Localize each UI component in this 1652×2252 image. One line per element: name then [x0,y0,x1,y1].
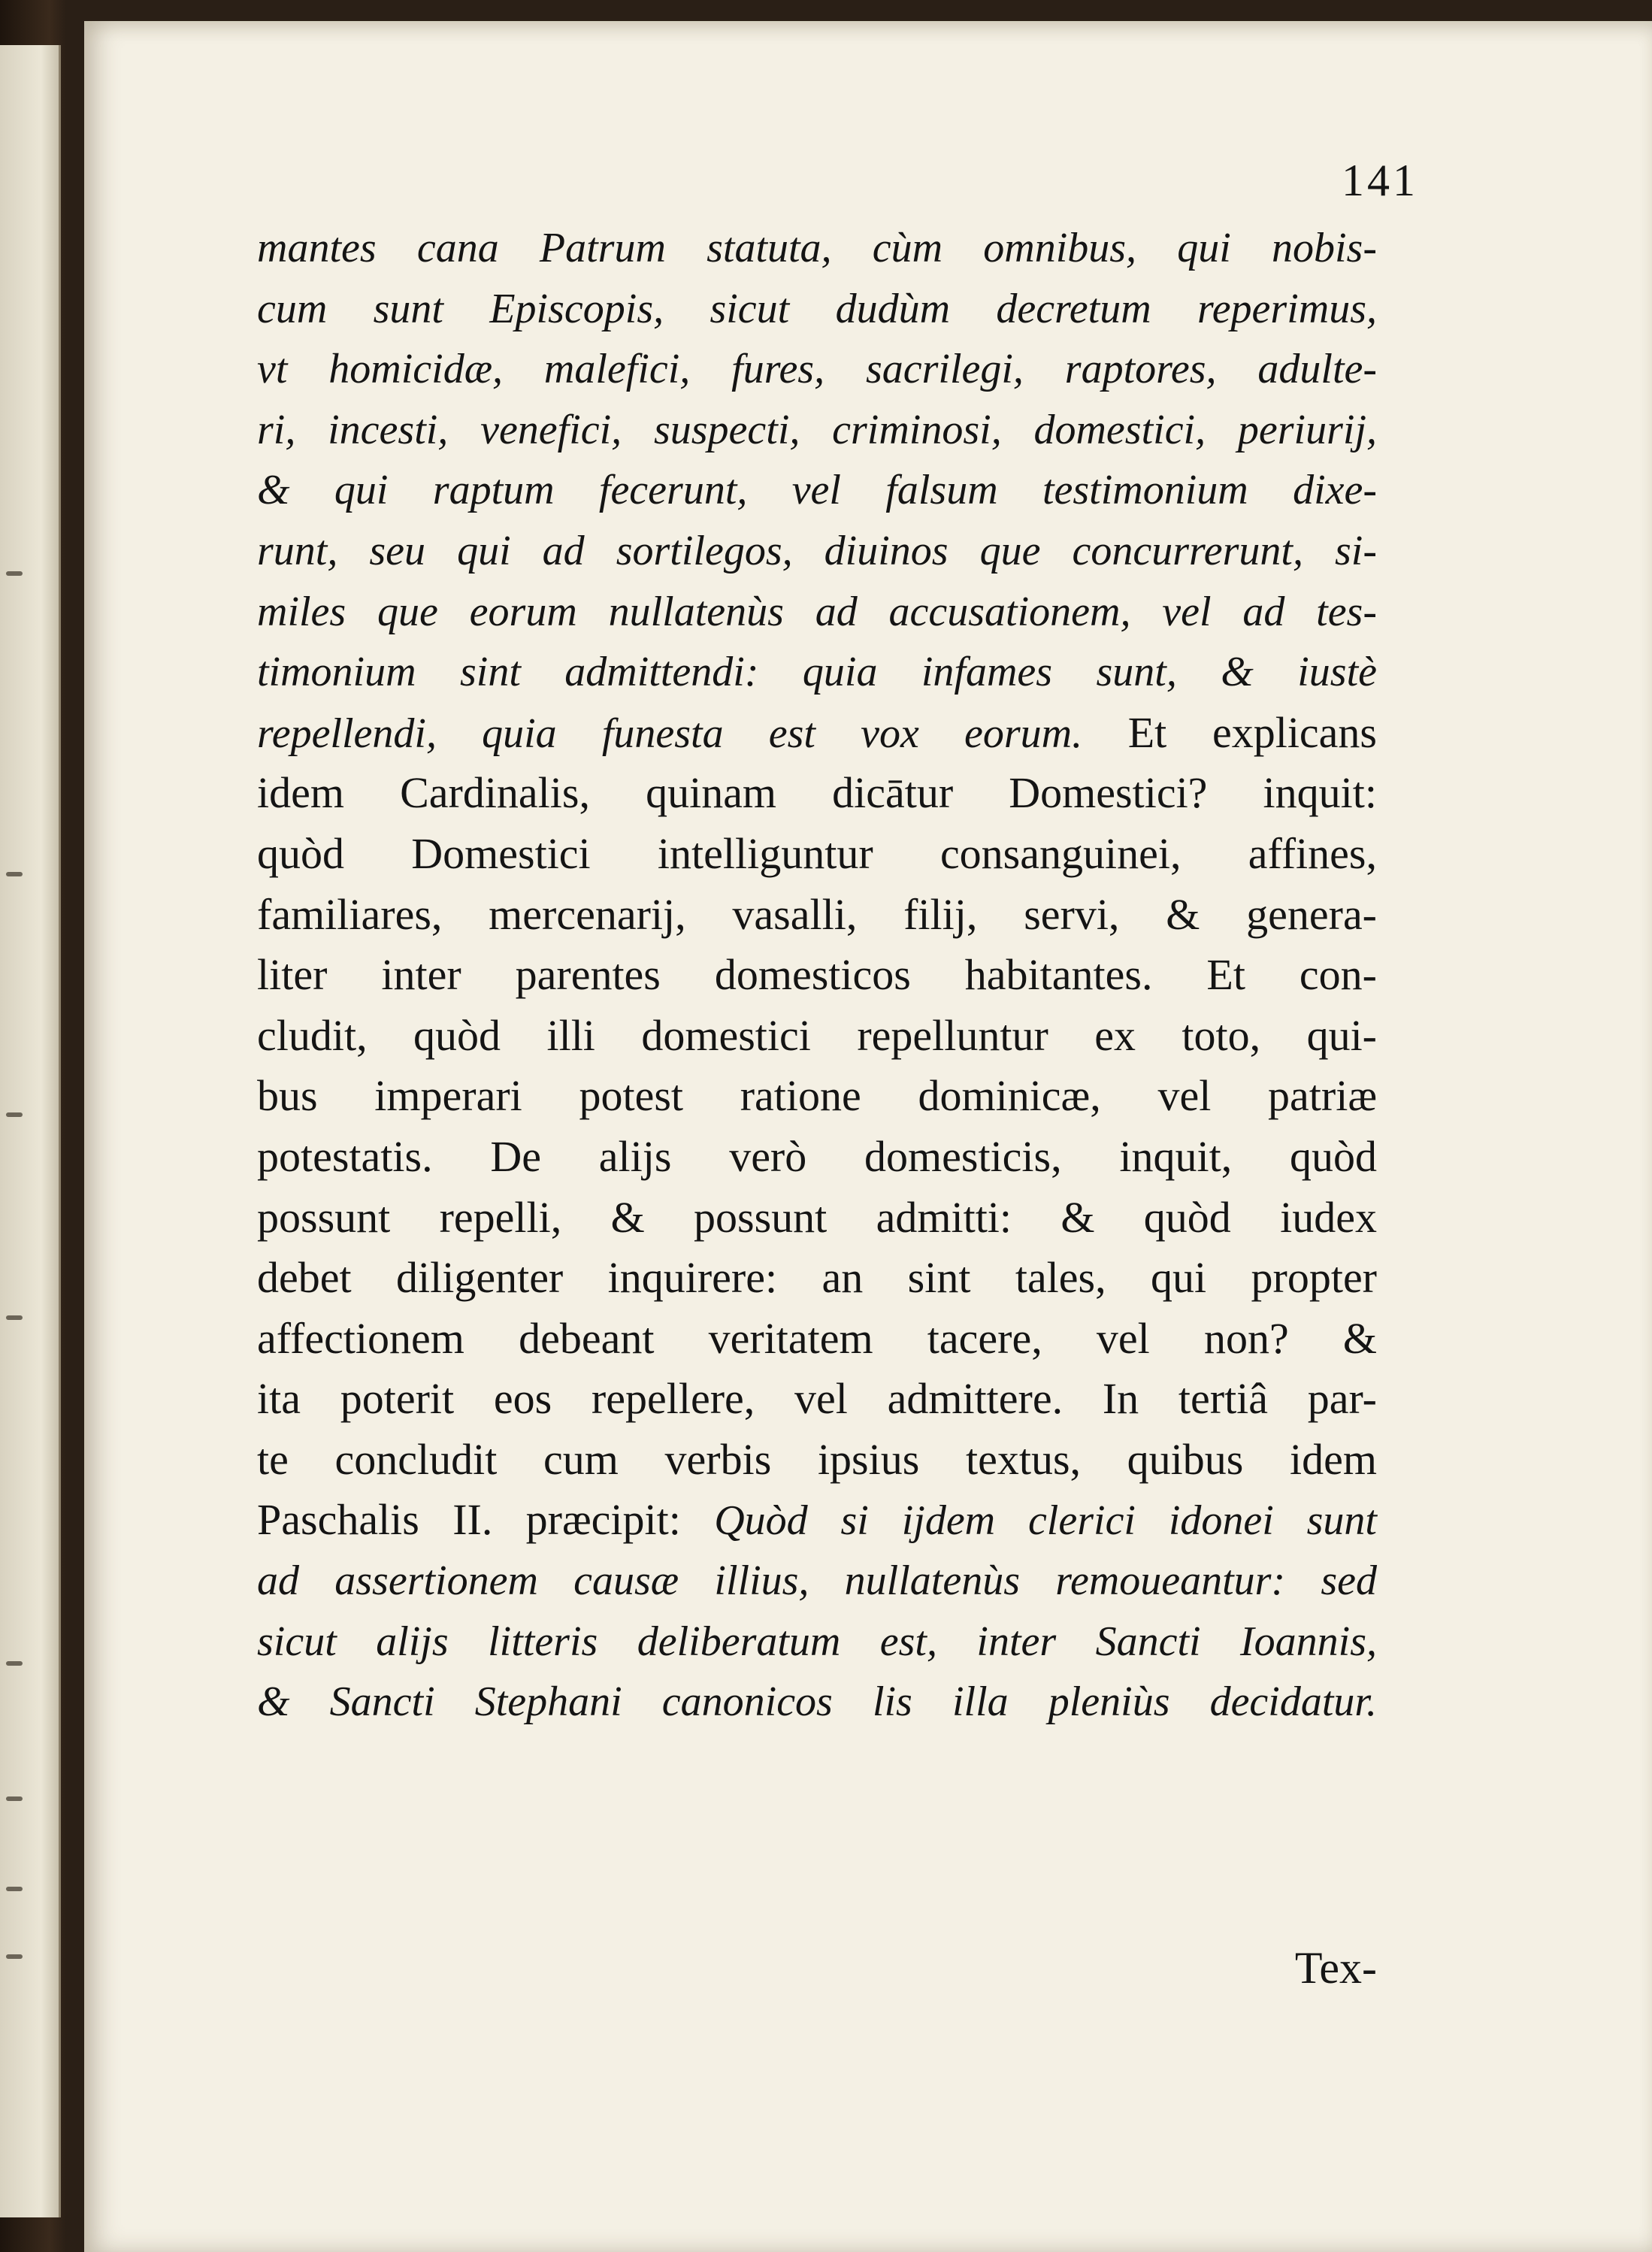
body-text [257,218,1377,1733]
text-line: quòd Domestici intelliguntur consanguinei, affines, [257,828,1377,878]
text-line: miles que eorum nullatenùs ad accusationem, vel ad tes- [257,588,1377,635]
italic-run: Quòd si ijdem clerici idonei sunt [714,1497,1377,1545]
text-line: liter inter parentes domesticos habitantes. Et con- [257,950,1377,1000]
text-line: vt homicidæ, malefici, fures, sacrilegi, raptores, adulte- [257,346,1377,393]
ink-mark [6,872,23,876]
ink-mark [6,1887,23,1891]
text-line: cludit, quòd illi domestici repelluntur ex toto, qui- [257,1010,1377,1060]
text-line: timonium sint admittendi: quia infames sunt, & iustè [257,649,1377,696]
text-line: ad assertionem causæ illius, nullatenùs remoueantur: sed [257,1557,1377,1605]
roman-run: Et explicans [1082,707,1377,757]
text-line: familiares, mercenarij, vasalli, filij, servi, & genera- [257,889,1377,939]
roman-run: Paschalis II. præcipit: [257,1495,715,1545]
ink-mark [6,1954,23,1959]
facing-page-edge [0,45,61,2217]
text-line: & Sancti Stephani canonicos lis illa pleniùs decidatur. [257,1678,1377,1726]
ink-mark [6,1796,23,1801]
ink-mark [6,1661,23,1666]
page-number: 141 [1342,156,1418,205]
ink-mark [6,1315,23,1320]
text-line: potestatis. De alijs verò domesticis, inquit, quòd [257,1131,1377,1181]
text-line: idem Cardinalis, quinam dicātur Domestici? inquit: [257,768,1377,818]
book-page [84,21,1652,2252]
text-line: & qui raptum fecerunt, vel falsum testimonium dixe- [257,467,1377,514]
text-line: ita poterit eos repellere, vel admittere. In tertiâ par- [257,1374,1377,1424]
text-line: ri, incesti, venefici, suspecti, criminosi, domestici, periurij, [257,406,1377,453]
text-line: runt, seu qui ad sortilegos, diuinos que concurrerunt, si- [257,527,1377,574]
text-line: possunt repelli, & possunt admitti: & quòd iudex [257,1192,1377,1242]
text-line: bus imperari potest ratione dominicæ, vel patriæ [257,1071,1377,1121]
text-line: cum sunt Episcopis, sicut dudùm decretum reperimus, [257,285,1377,332]
text-line: mantes cana Patrum statuta, cùm omnibus, qui nobis- [257,225,1377,271]
text-line: sicut alijs litteris deliberatum est, inter Sancti Ioannis, [257,1618,1377,1665]
text-line: debet diligenter inquirere: an sint tales, qui propter [257,1253,1377,1303]
catchword: Tex- [1294,1943,1377,1993]
text-line [257,1490,1377,1551]
text-line: affectionem debeant veritatem tacere, vel non? & [257,1313,1377,1363]
ink-mark [6,571,23,576]
text-line: te concludit cum verbis ipsius textus, quibus idem [257,1434,1377,1484]
ink-mark [6,1112,23,1117]
italic-run: repellendi, quia funesta est vox eorum. [257,710,1083,757]
text-line [257,703,1377,764]
